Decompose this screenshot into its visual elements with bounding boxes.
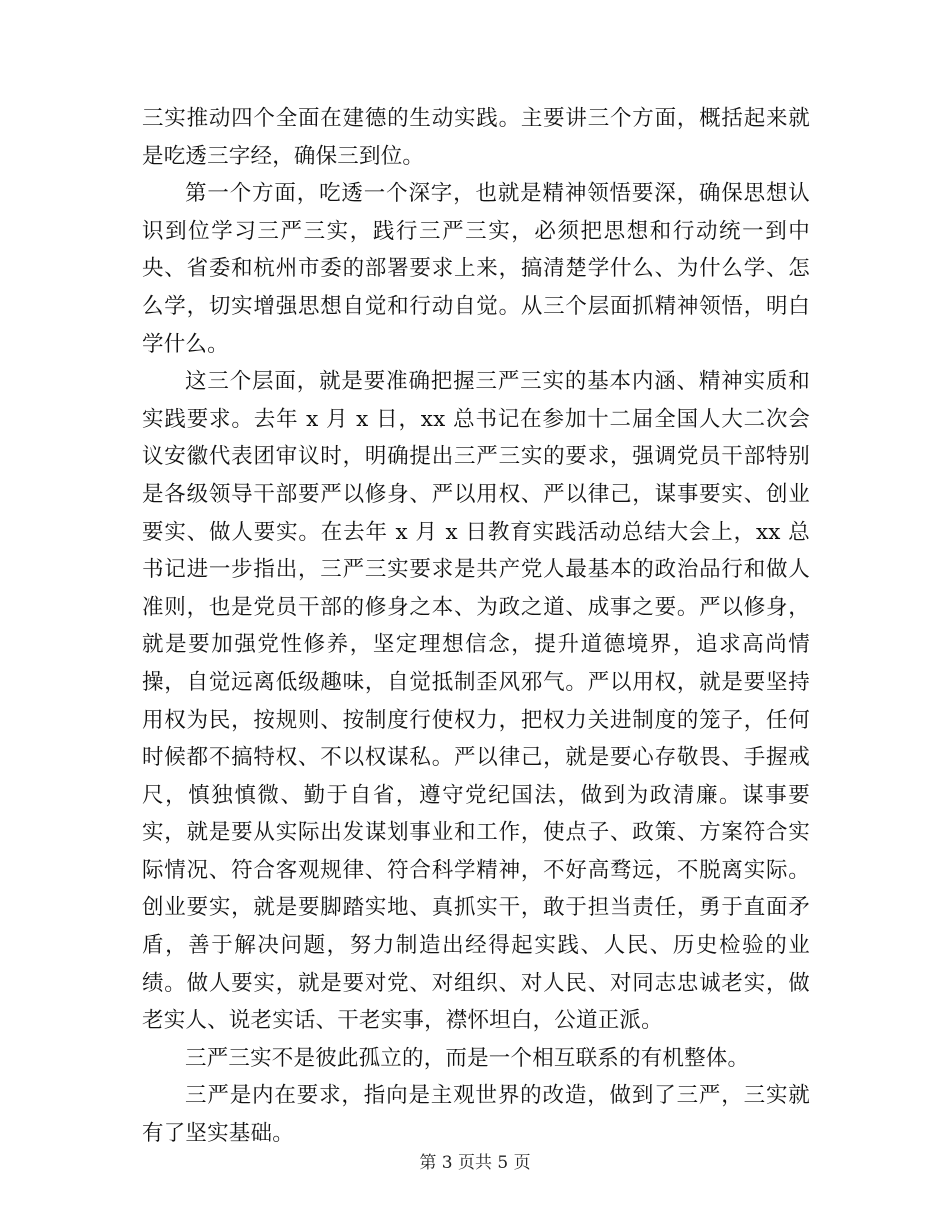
- page-number-footer: 第 3 页共 5 页: [419, 1153, 531, 1173]
- paragraph-5: 三严是内在要求，指向是主观世界的改造，做到了三严，三实就有了坚实基础。: [142, 1083, 810, 1147]
- paragraph-2: 第一个方面，吃透一个深字，也就是精神领悟要深，确保思想认识到位学习三严三实，践行三严三实，必须把思想和行动统一到中央、省委和杭州市委的部署要求上来，搞清楚学什么、为什么学、怎么学，切实增强思想自觉和行动自觉。从三个层面抓精神领悟，明白学什么。: [142, 181, 810, 357]
- paragraph-3: 这三个层面，就是要准确把握三严三实的基本内涵、精神实质和实践要求。去年 x 月 x 日，xx 总书记在参加十二届全国人大二次会议安徽代表团审议时，明确提出三严三实的要求，强调党员干部特别是各级领导干部要严以修身、严以用权、严以律己，谋事要实、创业要实、做人要实。在去年 x 月 x 日教育实践活动总结大会上，xx 总书记进一步指出，三严三实要求是共产党人最基本的政治品行和做人准则，也是党员干部的修身之本、为政之道、成事之要。严以修身，就是要加强党性修养，坚定理想信念，提升道德境界，追求高尚情操，自觉远离低级趣味，自觉抵制歪风邪气。严以用权，就是要坚持用权为民，按规则、按制度行使权力，把权力关进制度的笼子，任何时候都不搞特权、不以权谋私。严以律己，就是要心存敬畏、手握戒尺，慎独慎微、勤于自省，遵守党纪国法，做到为政清廉。谋事要实，就是要从实际出发谋划事业和工作，使点子、政策、方案符合实际情况、符合客观规律、符合科学精神，不好高骛远，不脱离实际。创业要实，就是要脚踏实地、真抓实干，敢于担当责任，勇于直面矛盾，善于解决问题，努力制造出经得起实践、人民、历史检验的业绩。做人要实，就是要对党、对组织、对人民、对同志忠诚老实，做老实人、说老实话、干老实事，襟怀坦白，公道正派。: [142, 369, 810, 1034]
- paragraph-1: 三实推动四个全面在建德的生动实践。主要讲三个方面，概括起来就是吃透三字经，确保三到位。: [142, 106, 810, 169]
- paragraph-4: 三严三实不是彼此孤立的，而是一个相互联系的有机整体。: [185, 1045, 750, 1071]
- document-body: [142, 100, 810, 1153]
